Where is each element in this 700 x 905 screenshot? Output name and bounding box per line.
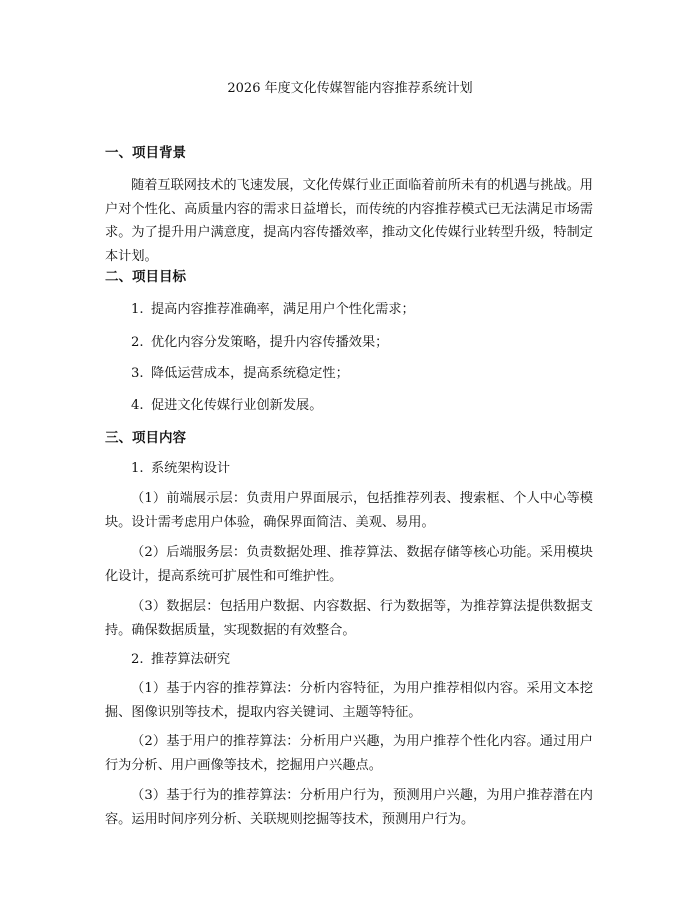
section-heading-background: 一、项目背景 [105,145,186,161]
algorithm-paragraph: （2）基于用户的推荐算法：分析用户兴趣，为用户推荐个性化内容。通过用户行为分析、用户画像等技术，挖掘用户兴趣点。 [105,734,593,773]
goal-item [131,300,415,320]
goal-item-number: 2. [131,335,144,350]
goal-item-number: 4. [131,398,144,413]
subsection-title-text: 推荐算法研究 [151,652,231,667]
goal-item-text: 降低运营成本，提高系统稳定性； [151,366,349,381]
section-heading-content: 三、项目内容 [105,430,186,446]
background-paragraph: 随着互联网技术的飞速发展，文化传媒行业正面临着前所未有的机遇与挑战。用户对个性化、高质量内容的需求日益增长，而传统的内容推荐模式已无法满足市场需求。为了提升用户满意度，提高内容传播效率，推动文化传媒行业转型升级，特制定本计划。 [105,178,593,264]
goal-item-text: 促进文化传媒行业创新发展。 [151,398,323,413]
goal-item-text: 提高内容推荐准确率，满足用户个性化需求； [151,302,415,317]
goal-item [131,333,388,353]
goal-item [131,396,322,416]
goal-item-number: 3. [131,366,144,381]
goal-item-text: 优化内容分发策略，提升内容传播效果； [151,335,389,350]
algorithm-paragraph: （3）基于行为的推荐算法：分析用户行为，预测用户兴趣，为用户推荐潜在内容。运用时间序列分析、关联规则挖掘等技术，预测用户行为。 [105,788,593,827]
architecture-paragraph: （2）后端服务层：负责数据处理、推荐算法、数据存储等核心功能。采用模块化设计，提高系统可扩展性和可维护性。 [105,545,593,584]
algorithm-paragraph: （1）基于内容的推荐算法：分析内容特征，为用户推荐相似内容。采用文本挖掘、图像识别等技术，提取内容关键词、主题等特征。 [105,681,593,720]
subsection-title [131,459,230,479]
architecture-paragraph: （3）数据层：包括用户数据、内容数据、行为数据等，为推荐算法提供数据支持。确保数据质量，实现数据的有效整合。 [105,599,593,638]
goal-item [131,364,349,384]
document-title: 2026 年度文化传媒智能内容推荐系统计划 [227,81,473,96]
subsection-number: 2. [131,652,144,667]
section-heading-goals: 二、项目目标 [105,269,186,285]
subsection-number: 1. [131,461,144,476]
architecture-paragraph: （1）前端展示层：负责用户界面展示，包括推荐列表、搜索框、个人中心等模块。设计需考虑用户体验，确保界面简洁、美观、易用。 [105,491,593,530]
goal-item-number: 1. [131,302,144,317]
subsection-title-text: 系统架构设计 [151,461,231,476]
subsection-title [131,650,230,670]
